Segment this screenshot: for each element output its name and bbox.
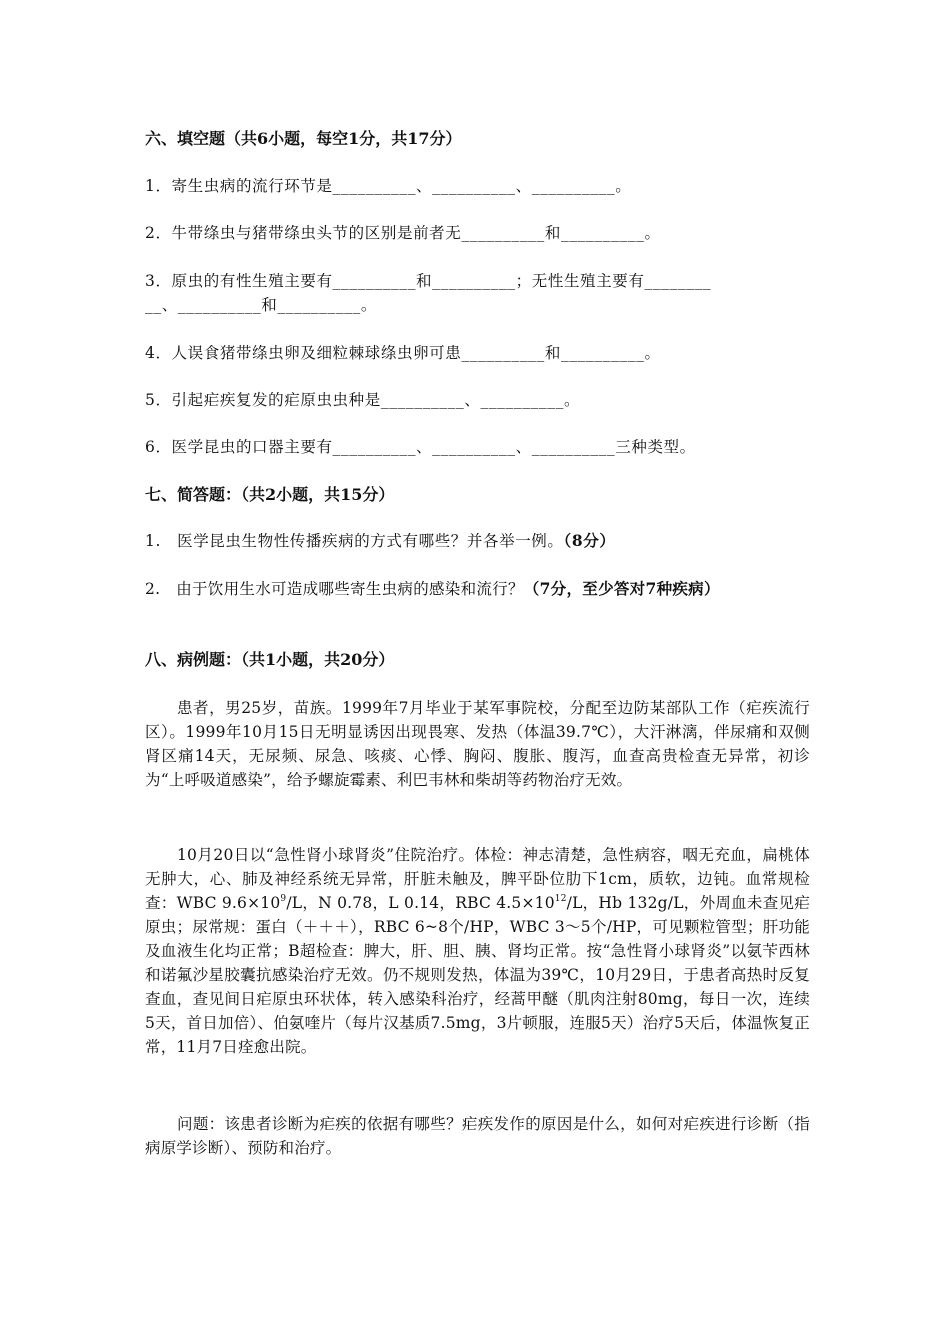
fill-question-3-line-1: 3．原虫的有性生殖主要有__________和__________；无性生殖主要有________: [145, 272, 712, 290]
question-2-score: （7分，至少答对7种疾病）: [523, 579, 720, 598]
question-2-text: 2. 由于饮用生水可造成哪些寄生虫病的感染和流行？: [145, 580, 524, 598]
fill-question-6: 6．医学昆虫的口器主要有__________、__________、__________三种类型。: [145, 438, 696, 456]
fill-question-3-line-2: __、__________和__________。: [145, 296, 377, 314]
fill-question-4: 4．人误食猪带绦虫卵及细粒棘球绦虫卵可患__________和__________。: [145, 344, 661, 362]
section-6-heading: 六、填空题（共6小题，每空1分，共17分）: [145, 129, 462, 148]
case-text-b: /L，N 0.78，L 0.14，RBC 4.5×10: [286, 894, 555, 912]
exponent-12: 12: [554, 894, 567, 904]
exponent-9: 9: [280, 894, 287, 904]
case-text-c: /L，Hb 132g/L，外周血未查见疟原虫；尿常规：蛋白（＋＋＋），RBC 6~8个/HP，WBC 3～5个/HP，可见颗粒管型；肝功能及血液生化均正常；B超检查：脾大，肝、胆、胰、肾均正常。按“急性肾小球肾炎”以氨苄西林和诺氟沙星胶囊抗感染治疗无效。仍不规则发热，体温为39℃，10月29日，于患者高热时反复查血，查见间日疟原虫环状体，转入感染科治疗，经蒿甲醚（肌肉注射80mg，每日一次，连续5天，首日加倍）、伯氨喹片（每片汉基质7.5mg，3片顿服，连服5天）治疗5天后，体温恢复正常，11月7日痊愈出院。: [145, 894, 810, 1056]
short-answer-question-1: [145, 530, 810, 552]
short-answer-question-2: [145, 577, 810, 601]
case-text-a: 10月20日以“急性肾小球肾炎”住院治疗。体检：神志清楚，急性病容，咽无充血，扁桃体无肿大，心、肺及神经系统无异常，肝脏未触及，脾平卧位肋下1cm，质软，边钝。血常规检查：WBC 9.6×10: [145, 846, 810, 912]
question-1-text: 1. 医学昆虫生物性传播疾病的方式有哪些？并各举一例。: [145, 532, 564, 550]
case-paragraph-1: 患者，男25岁，苗族。1999年7月毕业于某军事院校，分配至边防某部队工作（疟疾流行区）。1999年10月15日无明显诱因出现畏寒、发热（体温39.7℃），大汗淋漓，伴尿痛和双侧肾区痛14天，无尿频、尿急、咳痰、心悸、胸闷、腹胀、腹泻，血查高贵检查无异常，初诊为“上呼吸道感染”，给予螺旋霉素、利巴韦林和柴胡等药物治疗无效。: [145, 699, 810, 789]
fill-question-1: 1．寄生虫病的流行环节是__________、__________、__________。: [145, 177, 632, 195]
fill-question-5: 5．引起疟疾复发的疟原虫虫种是__________、__________。: [145, 391, 581, 409]
question-1-score: （8分）: [563, 531, 616, 550]
fill-question-2: 2．牛带绦虫与猪带绦虫头节的区别是前者无__________和__________。: [145, 224, 661, 242]
case-paragraph-2: [145, 843, 810, 1059]
case-question: 问题：该患者诊断为疟疾的依据有哪些？疟疾发作的原因是什么，如何对疟疾进行诊断（指病原学诊断）、预防和治疗。: [145, 1115, 810, 1157]
section-8-heading: 八、病例题：（共1小题，共20分）: [145, 650, 395, 669]
section-7-heading: 七、简答题：（共2小题，共15分）: [145, 485, 395, 504]
